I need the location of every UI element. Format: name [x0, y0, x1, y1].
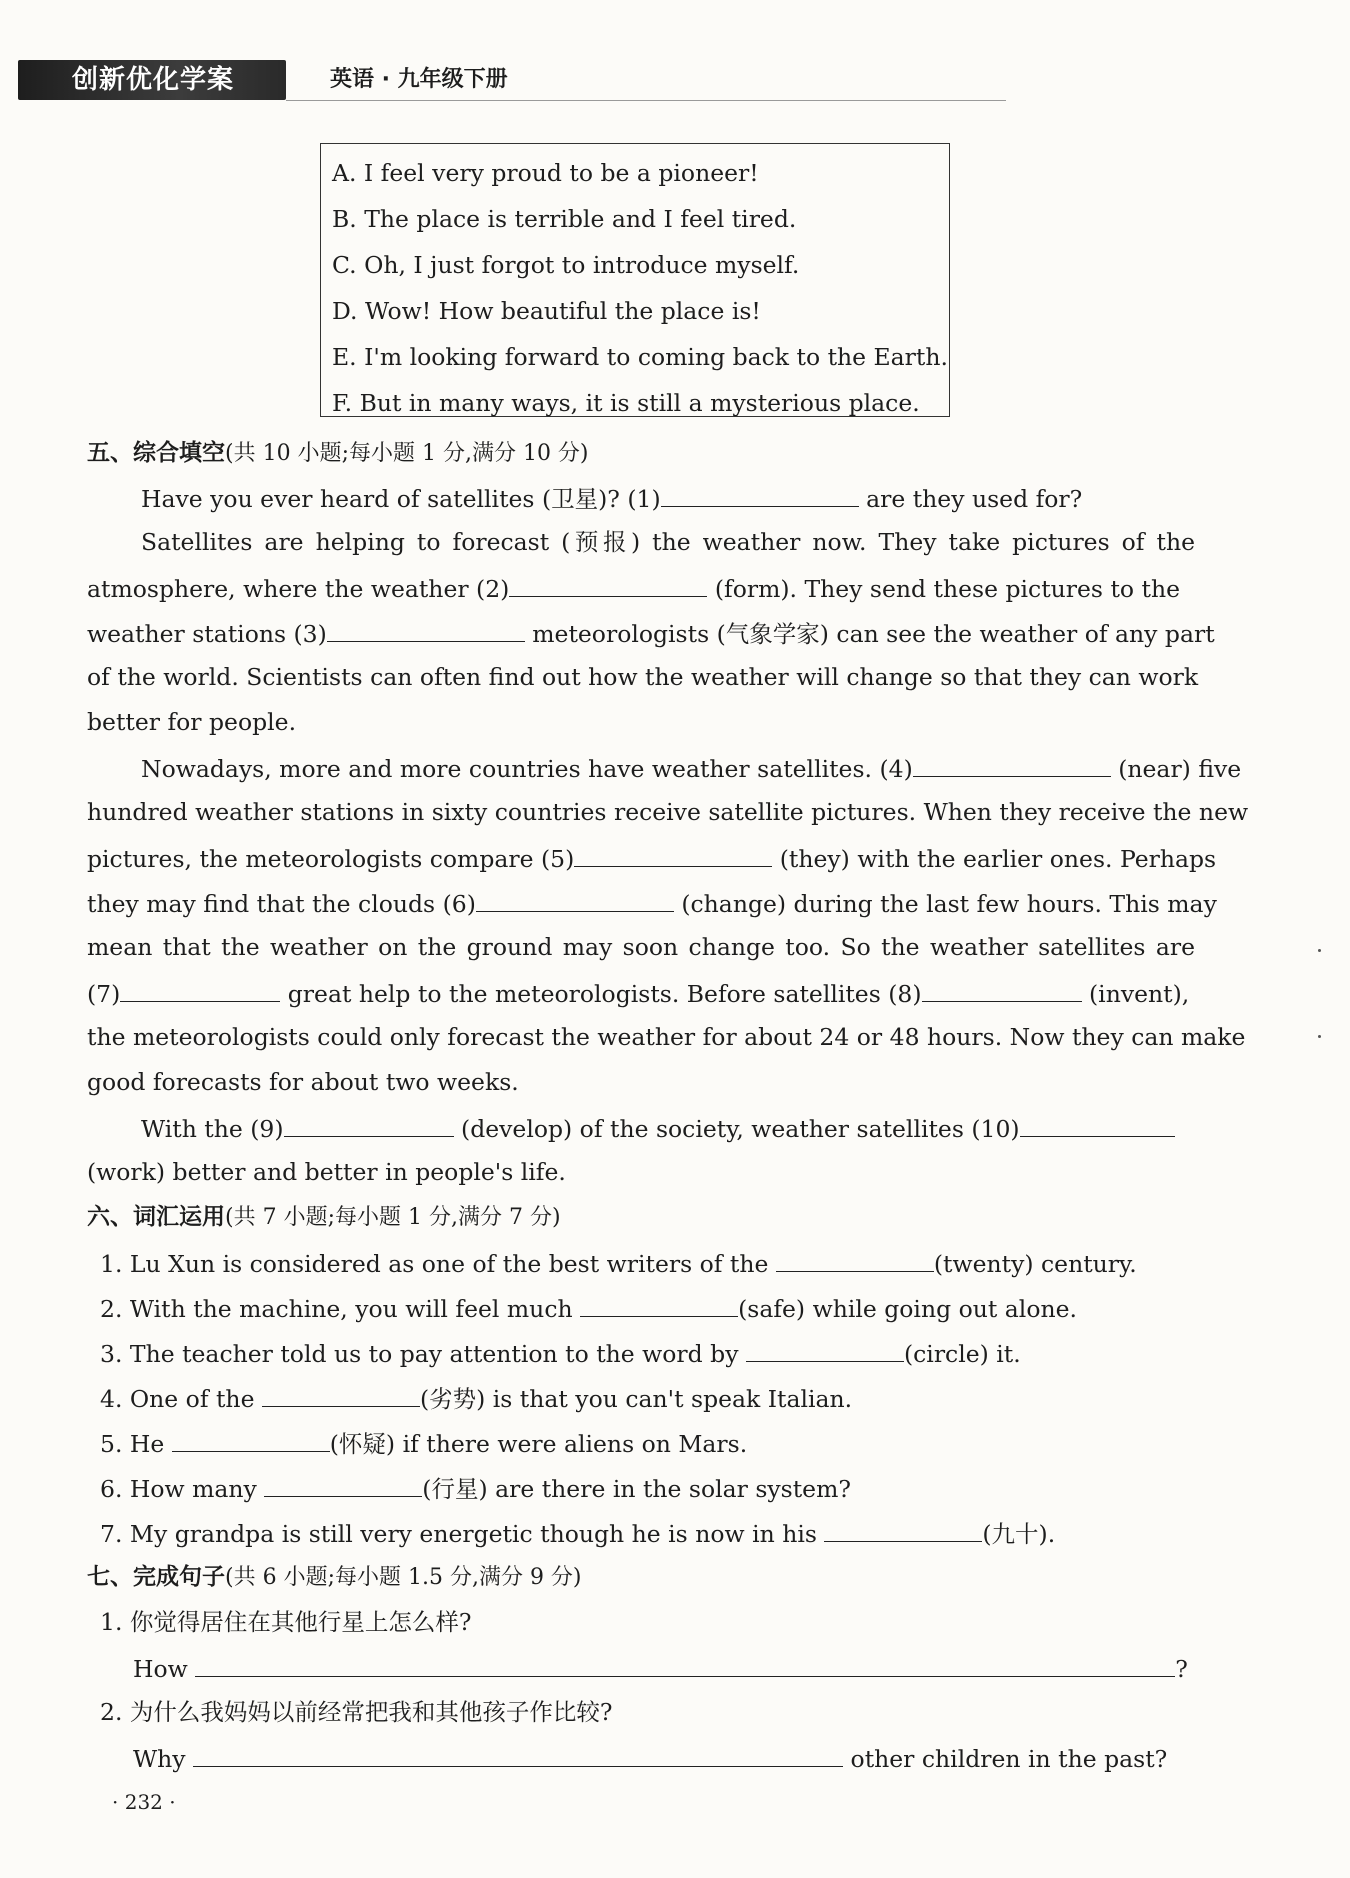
sentence-question-2: 2. 为什么我妈妈以前经常把我和其他孩子作比较? — [100, 1698, 613, 1726]
blank-4[interactable] — [913, 752, 1111, 777]
section-note: (共 7 小题;每小题 1 分,满分 7 分) — [225, 1205, 561, 1230]
passage-line: mean that the weather on the ground may soon change too. So the weather satellites are — [87, 933, 1195, 961]
vocab-item-6 — [100, 1472, 851, 1504]
book-title: 英语 · 九年级下册 — [330, 67, 508, 92]
passage-line — [141, 752, 1241, 784]
text: How — [133, 1655, 188, 1683]
text: (九十). — [982, 1520, 1056, 1548]
option-d: D. Wow! How beautiful the place is! — [332, 297, 761, 325]
text: Nowadays, more and more countries have weather satellites. (4) — [141, 755, 913, 783]
section-title: 七、完成句子 — [87, 1564, 225, 1590]
page-number: · 232 · — [112, 1790, 176, 1814]
option-e: E. I'm looking forward to coming back to the Earth. — [332, 343, 948, 371]
vocab-item-1 — [100, 1247, 1137, 1279]
text: Have you ever heard of satellites (卫星)? (1) — [141, 485, 661, 513]
text: (develop) of the society, weather satellites (10) — [453, 1115, 1020, 1143]
text: atmosphere, where the weather (2) — [87, 575, 510, 603]
text: pictures, the meteorologists compare (5) — [87, 845, 575, 873]
options-box — [320, 143, 950, 417]
vocab-blank-7[interactable] — [824, 1517, 982, 1542]
text: are they used for? — [858, 485, 1083, 513]
text: (form). They send these pictures to the — [707, 575, 1180, 603]
blank-2[interactable] — [509, 572, 707, 597]
vocab-blank-6[interactable] — [264, 1472, 422, 1497]
text: (行星) are there in the solar system? — [422, 1475, 851, 1503]
text: (劣势) is that you can't speak Italian. — [419, 1385, 853, 1413]
text: other children in the past? — [850, 1745, 1168, 1773]
sentence-question-1: 1. 你觉得居住在其他行星上怎么样? — [100, 1608, 472, 1636]
passage-line: of the world. Scientists can often find out how the weather will change so that they can work — [87, 663, 1199, 691]
passage-line — [141, 1112, 1175, 1144]
section-6-heading — [87, 1202, 561, 1233]
blank-7[interactable] — [120, 977, 280, 1002]
text: Why — [133, 1745, 186, 1773]
text: (they) with the earlier ones. Perhaps — [772, 845, 1217, 873]
text: (safe) while going out alone. — [738, 1295, 1077, 1323]
text: great help to the meteorologists. Before satellites (8) — [280, 980, 922, 1008]
vocab-blank-3[interactable] — [746, 1337, 904, 1362]
scan-dot — [1318, 949, 1321, 952]
vocab-blank-2[interactable] — [580, 1292, 738, 1317]
text: (7) — [87, 980, 121, 1008]
blank-10[interactable] — [1020, 1112, 1175, 1137]
blank-1[interactable] — [661, 482, 859, 507]
vocab-item-5 — [100, 1427, 747, 1459]
section-5-heading — [87, 438, 589, 469]
text: (circle) it. — [903, 1340, 1021, 1368]
scan-dot — [1318, 1035, 1321, 1038]
sentence-answer-1 — [133, 1652, 1188, 1684]
text: (near) five — [1110, 755, 1242, 783]
section-7-heading — [87, 1562, 582, 1593]
option-c: C. Oh, I just forgot to introduce myself. — [332, 251, 800, 279]
passage-line — [141, 482, 1082, 514]
blank-9[interactable] — [284, 1112, 454, 1137]
passage-line: Satellites are helping to forecast (预报) the weather now. They take pictures of the — [141, 528, 1195, 556]
passage-line — [87, 977, 1189, 1009]
vocab-blank-1[interactable] — [776, 1247, 934, 1272]
text: (invent), — [1081, 980, 1190, 1008]
text: they may find that the clouds (6) — [87, 890, 476, 918]
text: With the (9) — [141, 1115, 284, 1143]
option-f: F. But in many ways, it is still a mysterious place. — [332, 389, 920, 417]
option-a: A. I feel very proud to be a pioneer! — [332, 159, 759, 187]
vocab-item-7 — [100, 1517, 1055, 1549]
text: 7. My grandpa is still very energetic though he is now in his — [100, 1520, 825, 1548]
text: 1. Lu Xun is considered as one of the best writers of the — [100, 1250, 776, 1278]
passage-line: hundred weather stations in sixty countries receive satellite pictures. When they receive the new — [87, 798, 1249, 826]
option-b: B. The place is terrible and I feel tired. — [332, 205, 797, 233]
passage-line: good forecasts for about two weeks. — [87, 1068, 519, 1096]
text: 2. With the machine, you will feel much — [100, 1295, 581, 1323]
text: 6. How many — [100, 1475, 265, 1503]
section-note: (共 10 小题;每小题 1 分,满分 10 分) — [225, 441, 589, 466]
text: (怀疑) if there were aliens on Mars. — [329, 1430, 748, 1458]
passage-line: better for people. — [87, 708, 297, 736]
blank-5[interactable] — [574, 842, 772, 867]
text: 5. He — [100, 1430, 172, 1458]
vocab-item-4 — [100, 1382, 852, 1414]
sentence-blank-2[interactable] — [193, 1742, 843, 1767]
section-note: (共 6 小题;每小题 1.5 分,满分 9 分) — [225, 1565, 582, 1590]
passage-line — [87, 572, 1180, 604]
blank-8[interactable] — [922, 977, 1082, 1002]
passage-line — [87, 617, 1215, 649]
passage-line — [87, 842, 1216, 874]
text: (twenty) century. — [933, 1250, 1137, 1278]
page-header — [18, 60, 1018, 104]
header-divider — [286, 100, 1006, 101]
passage-line: (work) better and better in people's life. — [87, 1158, 566, 1186]
blank-3[interactable] — [327, 617, 525, 642]
text: 4. One of the — [100, 1385, 262, 1413]
section-title: 五、综合填空 — [87, 440, 225, 466]
text: meteorologists (气象学家) can see the weather of any part — [524, 620, 1215, 648]
text: weather stations (3) — [87, 620, 327, 648]
vocab-item-3 — [100, 1337, 1021, 1369]
blank-6[interactable] — [476, 887, 674, 912]
sentence-answer-2 — [133, 1742, 1167, 1774]
text: (change) during the last few hours. This may — [673, 890, 1217, 918]
sentence-blank-1[interactable] — [195, 1652, 1175, 1677]
section-title: 六、词汇运用 — [87, 1204, 225, 1230]
brand-banner: 创新优化学案 — [18, 60, 286, 100]
vocab-item-2 — [100, 1292, 1077, 1324]
vocab-blank-4[interactable] — [262, 1382, 420, 1407]
text: ? — [1175, 1655, 1188, 1683]
passage-line: the meteorologists could only forecast the weather for about 24 or 48 hours. Now they can make — [87, 1023, 1246, 1051]
passage-line — [87, 887, 1217, 919]
vocab-blank-5[interactable] — [172, 1427, 330, 1452]
text: 3. The teacher told us to pay attention to the word by — [100, 1340, 746, 1368]
